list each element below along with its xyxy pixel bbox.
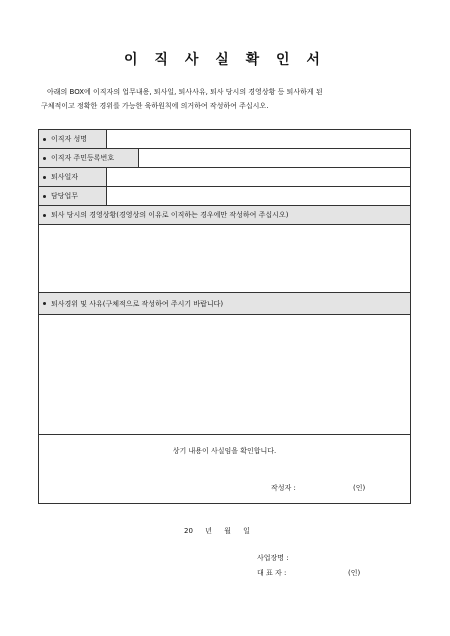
row-reason-header bbox=[39, 293, 411, 315]
name-label: 이직자 성명 bbox=[51, 135, 88, 143]
row-reason-body bbox=[39, 315, 411, 435]
representative-seal-label: (인) bbox=[348, 569, 361, 577]
confirm-cell bbox=[39, 435, 411, 504]
row-confirm bbox=[39, 435, 411, 504]
date-line: 20 년 월 일 bbox=[184, 527, 250, 535]
reason-header bbox=[39, 293, 411, 315]
name-label-cell bbox=[39, 130, 107, 149]
row-business-status-header bbox=[39, 206, 411, 225]
bullet-icon bbox=[43, 195, 46, 198]
name-field[interactable] bbox=[107, 130, 411, 149]
row-resign-date bbox=[39, 168, 411, 187]
row-name bbox=[39, 130, 411, 149]
company-name-label: 사업장명 : bbox=[257, 554, 289, 562]
reason-field[interactable] bbox=[39, 315, 411, 435]
id-label: 이직자 주민등록번호 bbox=[51, 154, 115, 162]
duty-label-cell bbox=[39, 187, 107, 206]
business-status-header bbox=[39, 206, 411, 225]
instructions-line-1: 아래의 BOX에 이직자의 업무내용, 퇴사일, 퇴사사유, 퇴사 당시의 경영상황 등 퇴사하게 된 bbox=[47, 88, 323, 96]
writer-label: 작성자 : bbox=[271, 484, 296, 492]
document-title: 이 직 사 실 확 인 서 bbox=[124, 52, 326, 68]
resign-date-label-cell bbox=[39, 168, 107, 187]
confirmation-form bbox=[38, 129, 411, 504]
instructions-line-2: 구체적이고 정확한 경위를 가능한 육하원칙에 의거하여 작성하여 주십시오. bbox=[41, 102, 269, 110]
resign-date-label: 퇴사일자 bbox=[51, 173, 79, 181]
instructions bbox=[41, 85, 421, 113]
bullet-icon bbox=[43, 214, 46, 217]
writer-seal-label: (인) bbox=[353, 484, 366, 492]
confirm-statement: 상기 내용이 사실임을 확인합니다. bbox=[172, 447, 277, 455]
row-business-status-body bbox=[39, 225, 411, 293]
row-duty bbox=[39, 187, 411, 206]
bullet-icon bbox=[43, 176, 46, 179]
row-id bbox=[39, 149, 411, 168]
business-status-label: 퇴사 당시의 경영상황(경영상의 이유로 이직하는 경우에만 작성하여 주십시오) bbox=[51, 211, 289, 219]
bullet-icon bbox=[43, 138, 46, 141]
bullet-icon bbox=[43, 302, 46, 305]
duty-label: 담당업무 bbox=[51, 192, 79, 200]
reason-label: 퇴사경위 및 사유(구체적으로 작성하여 주시기 바랍니다) bbox=[51, 299, 224, 308]
id-label-cell bbox=[39, 149, 139, 168]
bullet-icon bbox=[43, 157, 46, 160]
resign-date-field[interactable] bbox=[107, 168, 411, 187]
duty-field[interactable] bbox=[107, 187, 411, 206]
id-field[interactable] bbox=[139, 149, 411, 168]
business-status-field[interactable] bbox=[39, 225, 411, 293]
representative-label: 대 표 자 : bbox=[257, 569, 287, 577]
